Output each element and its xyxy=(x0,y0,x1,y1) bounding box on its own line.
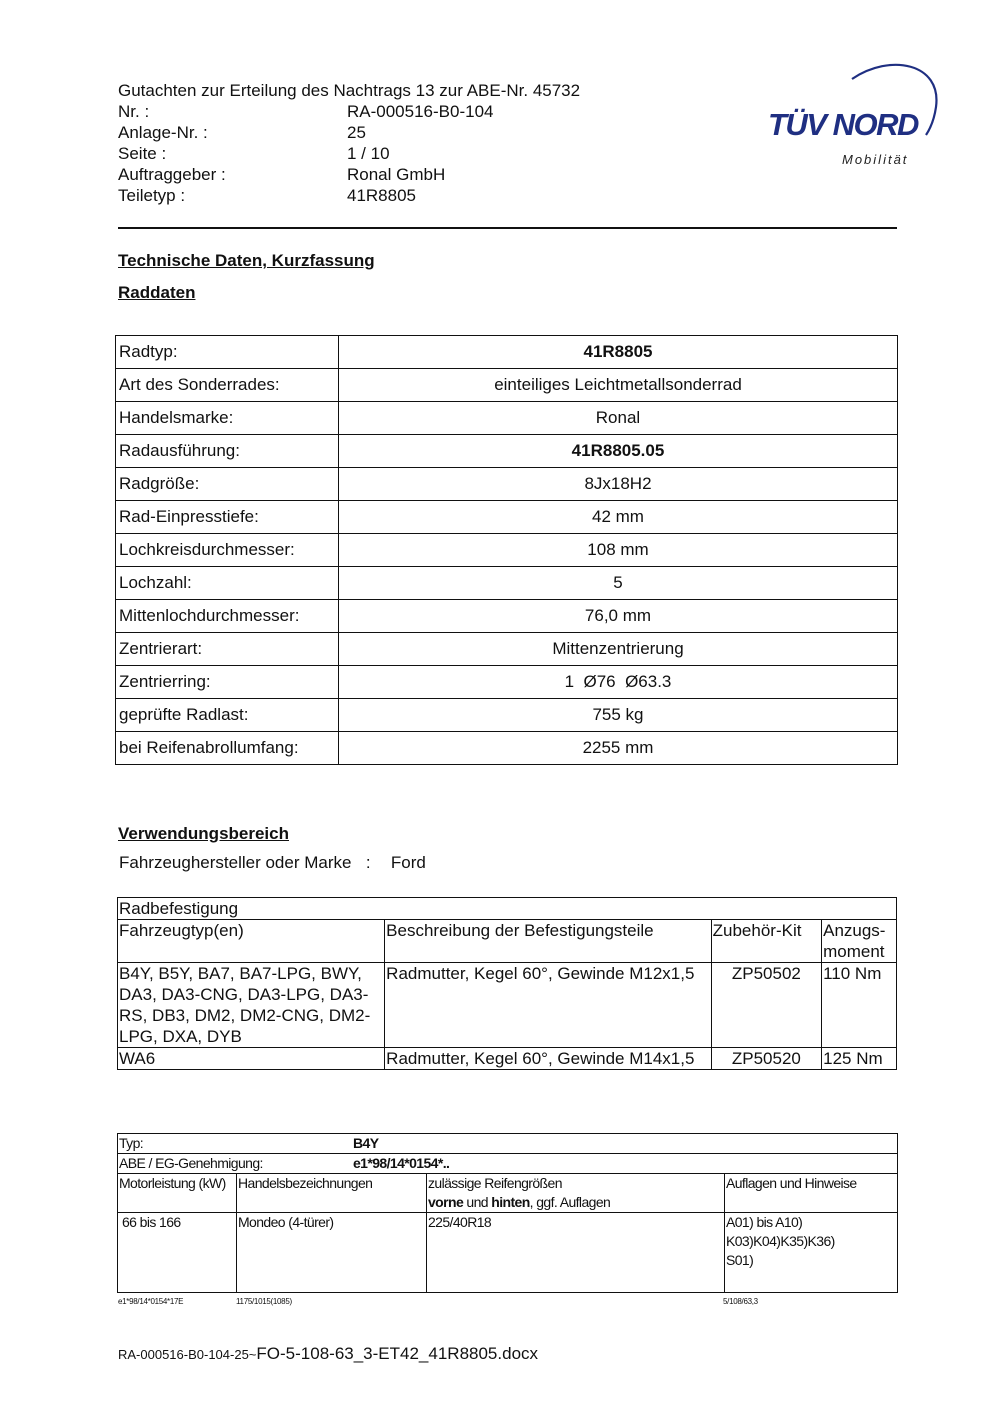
table-row xyxy=(116,732,898,765)
logo-subtitle: Mobilität xyxy=(842,152,909,167)
table-row xyxy=(118,963,897,1048)
note-line: A01) bis A10) xyxy=(726,1214,803,1230)
table-row xyxy=(118,1048,897,1070)
tyre-header-post: , ggf. Auflagen xyxy=(529,1194,611,1210)
column-header: Motorleistung (kW) xyxy=(118,1174,237,1213)
notes-cell xyxy=(725,1213,898,1293)
row-label: Art des Sonderrades: xyxy=(116,369,339,402)
row-label: Radausführung: xyxy=(116,435,339,468)
column-header: Zubehör-Kit xyxy=(711,920,821,963)
row-label: Lochzahl: xyxy=(116,567,339,600)
row-value: 42 mm xyxy=(339,501,898,534)
report-title: Gutachten zur Erteilung des Nachtrags 13 zur ABE-Nr. 45732 xyxy=(118,81,581,100)
typ-foot-weights: 1175/1015(1085) xyxy=(236,1297,292,1306)
tyre-header-front: vorne xyxy=(428,1194,464,1210)
accessory-kit: ZP50502 xyxy=(711,963,821,1048)
typ-foot-approval: e1*98/14*0154*17E xyxy=(118,1297,184,1306)
footer-reference: RA-000516-B0-104-25~ xyxy=(118,1347,257,1362)
header-row xyxy=(118,164,580,185)
column-header: Beschreibung der Befestigungsteile xyxy=(385,920,711,963)
section-heading-verwendungsbereich: Verwendungsbereich xyxy=(118,824,289,843)
typ-label: Typ: xyxy=(119,1135,144,1151)
vehicle-types: WA6 xyxy=(118,1048,385,1070)
table-row xyxy=(116,336,898,369)
row-label: Handelsmarke: xyxy=(116,402,339,435)
typ-cell xyxy=(118,1134,898,1154)
motor-power: 66 bis 166 xyxy=(118,1213,237,1293)
abe-row xyxy=(118,1154,898,1174)
table-row xyxy=(116,369,898,402)
typ-value: B4Y xyxy=(353,1135,379,1151)
table-row xyxy=(116,435,898,468)
manufacturer-label: Fahrzeughersteller oder Marke xyxy=(119,853,352,872)
report-header xyxy=(118,80,580,206)
torque: 125 Nm xyxy=(822,1048,897,1070)
table-title: Radbefestigung xyxy=(118,898,897,920)
table-row xyxy=(116,402,898,435)
table-row xyxy=(116,567,898,600)
row-value: 2255 mm xyxy=(339,732,898,765)
row-value: Ronal xyxy=(339,402,898,435)
accessory-kit: ZP50520 xyxy=(711,1048,821,1070)
tyre-size: 225/40R18 xyxy=(427,1213,725,1293)
logo-brand: TÜV NORD xyxy=(768,107,918,142)
row-value: 8Jx18H2 xyxy=(339,468,898,501)
table-title-row xyxy=(118,898,897,920)
row-label: Mittenlochdurchmesser: xyxy=(116,600,339,633)
header-row xyxy=(118,101,580,122)
row-value: 755 kg xyxy=(339,699,898,732)
header-value: 41R8805 xyxy=(347,186,417,205)
header-value: 1 / 10 xyxy=(347,144,390,163)
header-value: RA-000516-B0-104 xyxy=(347,102,494,121)
page-footer xyxy=(118,1344,538,1364)
row-value: Mittenzentrierung xyxy=(339,633,898,666)
tyre-header-pre: zulässige Reifengrößen xyxy=(428,1175,562,1191)
column-header: Handelsbezeichnungen xyxy=(237,1174,427,1213)
abe-cell xyxy=(118,1154,898,1174)
table-header-row xyxy=(118,920,897,963)
row-value: einteiliges Leichtmetallsonderrad xyxy=(339,369,898,402)
header-label: Nr. : xyxy=(118,102,150,121)
row-value: 108 mm xyxy=(339,534,898,567)
footer-filename: FO-5-108-63_3-ET42_41R8805.docx xyxy=(256,1344,539,1363)
row-label: Zentrierring: xyxy=(116,666,339,699)
table-row xyxy=(116,633,898,666)
typ-foot-bolt-pattern: 5/108/63,3 xyxy=(723,1297,758,1306)
note-line: K03)K04)K35)K36) xyxy=(726,1233,835,1249)
row-value: 41R8805 xyxy=(339,336,898,369)
section-heading-technische-daten: Technische Daten, Kurzfassung xyxy=(118,251,375,270)
header-label: Anlage-Nr. : xyxy=(118,123,208,142)
header-divider xyxy=(118,227,897,229)
column-header: Fahrzeugtyp(en) xyxy=(118,920,385,963)
header-row xyxy=(118,185,580,206)
abe-label: ABE / EG-Genehmigung: xyxy=(119,1155,263,1171)
table-row xyxy=(116,666,898,699)
radbefestigung-table xyxy=(117,897,897,1070)
row-value: 1 Ø76 Ø63.3 xyxy=(339,666,898,699)
header-label: Teiletyp : xyxy=(118,186,186,205)
manufacturer-value: Ford xyxy=(390,853,426,872)
table-header-row xyxy=(118,1174,898,1213)
manufacturer-separator: : xyxy=(365,853,371,872)
tyre-header-mid: und xyxy=(463,1194,492,1210)
typ-row xyxy=(118,1134,898,1154)
table-row xyxy=(116,699,898,732)
column-header: Anzugs- moment xyxy=(822,920,897,963)
header-label: Seite : xyxy=(118,144,167,163)
table-row xyxy=(116,501,898,534)
column-header xyxy=(427,1174,725,1213)
row-value: 76,0 mm xyxy=(339,600,898,633)
torque: 110 Nm xyxy=(822,963,897,1048)
table-row xyxy=(118,1213,898,1293)
fastener-description: Radmutter, Kegel 60°, Gewinde M14x1,5 xyxy=(385,1048,711,1070)
row-label: Lochkreisdurchmesser: xyxy=(116,534,339,567)
header-label: Auftraggeber : xyxy=(118,165,226,184)
row-value: 5 xyxy=(339,567,898,600)
row-label: Radgröße: xyxy=(116,468,339,501)
header-value: 25 xyxy=(347,123,366,142)
fastener-description: Radmutter, Kegel 60°, Gewinde M12x1,5 xyxy=(385,963,711,1048)
note-line: S01) xyxy=(726,1252,754,1268)
typ-table xyxy=(117,1133,898,1293)
vehicle-types: B4Y, B5Y, BA7, BA7-LPG, BWY, DA3, DA3-CNG, DA3-LPG, DA3-RS, DB3, DM2, DM2-CNG, DM2-LPG, DXA, DYB xyxy=(118,963,385,1048)
raddaten-table xyxy=(115,335,898,765)
row-label: bei Reifenabrollumfang: xyxy=(116,732,339,765)
table-row xyxy=(116,534,898,567)
abe-value: e1*98/14*0154*.. xyxy=(353,1155,450,1171)
tyre-header-rear: hinten xyxy=(491,1194,530,1210)
header-row xyxy=(118,122,580,143)
table-row xyxy=(116,468,898,501)
row-label: Zentrierart: xyxy=(116,633,339,666)
table-row xyxy=(116,600,898,633)
tuv-nord-logo xyxy=(760,55,945,175)
column-header: Auflagen und Hinweise xyxy=(725,1174,898,1213)
manufacturer-line xyxy=(119,853,426,873)
trade-name: Mondeo (4-türer) xyxy=(237,1213,427,1293)
section-heading-raddaten: Raddaten xyxy=(118,283,196,302)
row-label: Radtyp: xyxy=(116,336,339,369)
header-row xyxy=(118,143,580,164)
row-label: geprüfte Radlast: xyxy=(116,699,339,732)
row-value: 41R8805.05 xyxy=(339,435,898,468)
row-label: Rad-Einpresstiefe: xyxy=(116,501,339,534)
header-value: Ronal GmbH xyxy=(347,165,446,184)
